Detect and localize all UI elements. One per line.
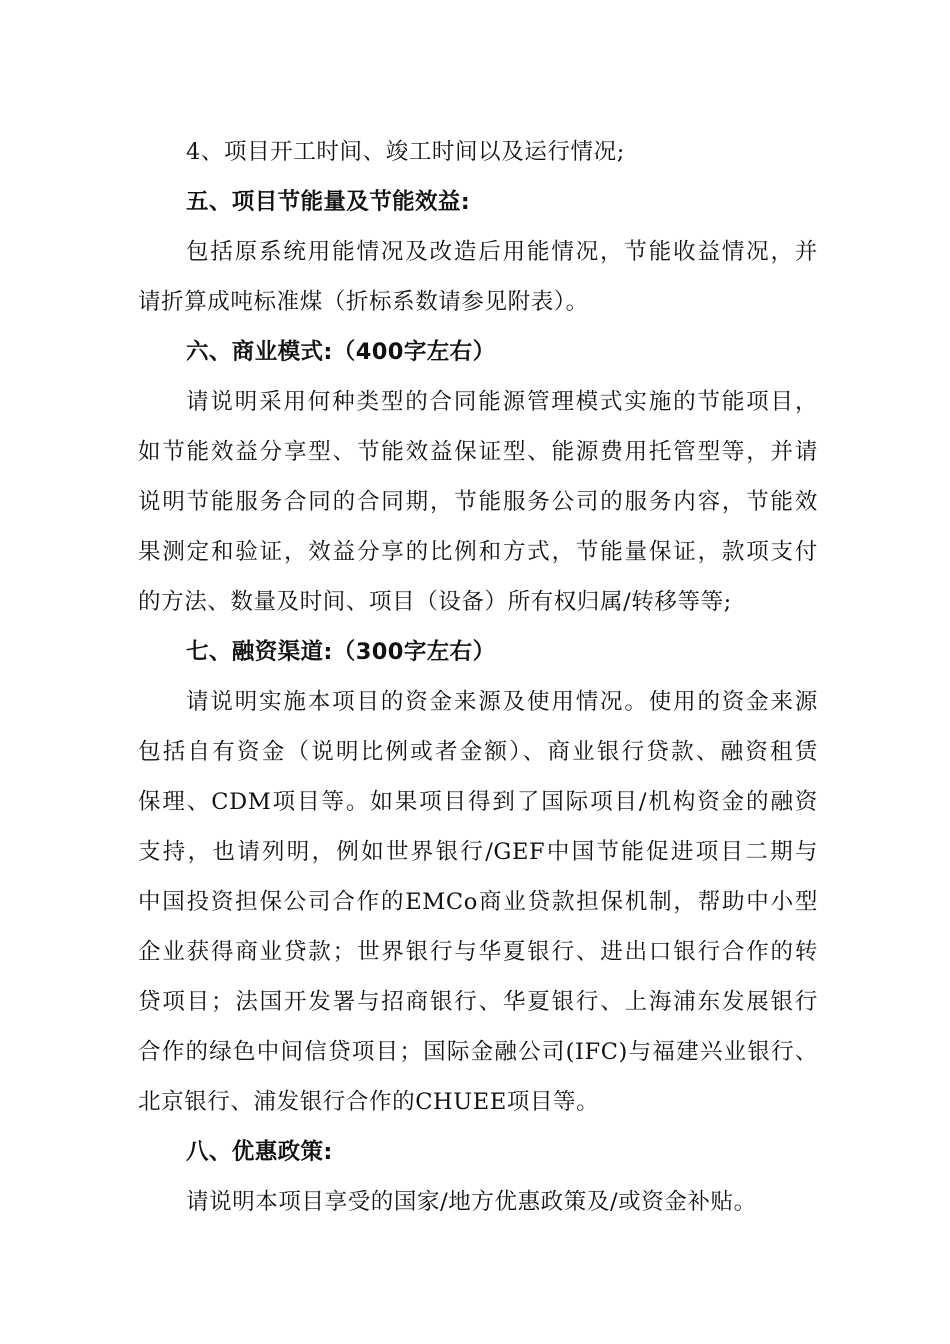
section-6-paragraph-line: 请说明采用何种类型的合同能源管理模式实施的节能项目， (186, 389, 818, 415)
section-7-paragraph-line: 北京银行、浦发银行合作的CHUEE项目等。 (138, 1089, 600, 1115)
section-8-paragraph-line: 请说明本项目享受的国家/地方优惠政策及/或资金补贴。 (186, 1189, 757, 1215)
section-5-paragraph-line: 请折算成吨标准煤（折标系数请参见附表）。 (138, 289, 589, 315)
item-4-text: 4、项目开工时间、竣工时间以及运行情况; (186, 139, 625, 165)
section-7-paragraph-line: 请说明实施本项目的资金来源及使用情况。使用的资金来源 (186, 689, 818, 715)
section-7-paragraph-line: 保理、CDM项目等。如果项目得到了国际项目/机构资金的融资 (138, 789, 818, 815)
section-7-paragraph-line: 贷项目；法国开发署与招商银行、华夏银行、上海浦东发展银行 (138, 989, 818, 1015)
section-5-heading: 五、项目节能量及节能效益: (186, 189, 471, 215)
section-7-heading: 七、融资渠道:（300字左右） (186, 639, 496, 665)
section-7-paragraph-line: 包括自有资金（说明比例或者金额）、商业银行贷款、融资租赁 (138, 739, 818, 765)
section-7-paragraph-line: 中国投资担保公司合作的EMCo商业贷款担保机制，帮助中小型 (138, 889, 818, 915)
section-6-paragraph-line: 果测定和验证，效益分享的比例和方式，节能量保证，款项支付 (138, 539, 818, 565)
section-6-paragraph-line: 如节能效益分享型、节能效益保证型、能源费用托管型等，并请 (138, 439, 818, 465)
section-6-heading: 六、商业模式:（400字左右） (186, 339, 496, 365)
section-7-paragraph-line: 合作的绿色中间信贷项目；国际金融公司(IFC)与福建兴业银行、 (138, 1039, 818, 1065)
section-6-paragraph-line: 说明节能服务合同的合同期，节能服务公司的服务内容，节能效 (138, 489, 818, 515)
section-6-paragraph-line: 的方法、数量及时间、项目（设备）所有权归属/转移等等; (138, 589, 732, 615)
section-7-paragraph-line: 企业获得商业贷款；世界银行与华夏银行、进出口银行合作的转 (138, 939, 818, 965)
section-5-paragraph-line: 包括原系统用能情况及改造后用能情况，节能收益情况，并 (186, 239, 818, 265)
section-7-paragraph-line: 支持，也请列明，例如世界银行/GEF中国节能促进项目二期与 (138, 839, 818, 865)
section-8-heading: 八、优惠政策: (186, 1139, 333, 1165)
